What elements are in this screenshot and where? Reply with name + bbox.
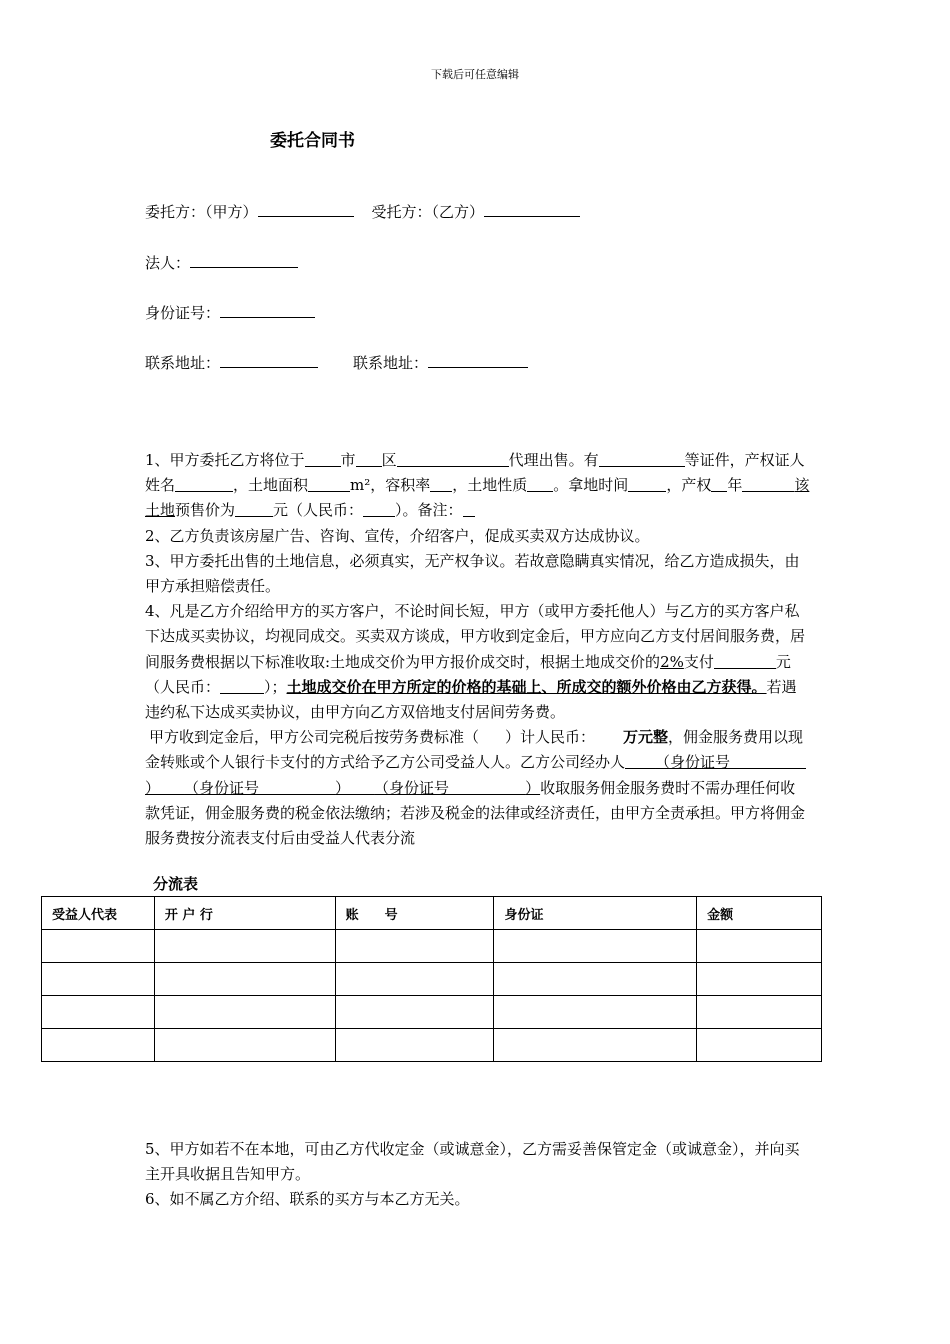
principal-blank[interactable] [258, 202, 354, 217]
address-blank-1[interactable] [220, 353, 318, 368]
split-table [41, 896, 822, 1062]
header-note: 下载后可任意编辑 [431, 68, 519, 81]
clauses-5-6 [145, 1137, 810, 1213]
table-cell[interactable] [697, 963, 822, 996]
address-blank-2[interactable] [428, 353, 528, 368]
clause-1: 1、甲方委托乙方将位于 市 区 代理出售。有 等证件，产权证人姓名 ，土地面积 m²，容积率 ，土地性质 。拿地时间 ，产权 年 该土地预售价为 元（人民币： ）。备注： [145, 451, 810, 520]
table-row [42, 930, 822, 963]
clause-2: 2、乙方负责该房屋广告、咨询、宣传，介绍客户，促成买卖双方达成协议。 [145, 526, 650, 545]
table-caption: 分流表 [153, 875, 199, 893]
clause-6: 6、如不属乙方介绍、联系的买方与本乙方无关。 [145, 1190, 470, 1209]
payment-paragraph: 甲方收到定金后，甲方公司完税后按劳务费标准（ ）计人民币： 万元整，佣金服务费用以现金转账或个人银行卡支付的方式给予乙方公司受益人人。乙方公司经办人 （身份证号） （身份证号 ） （身份证号 ）收取服务佣金服务费时不需办理任何收款凭证，佣金服务费的税金依法缴纳；若涉及税金的法律或经济责任，由甲方全责承担。甲方将佣金服务费按分流表支付后由受益人代表分流 [145, 728, 806, 848]
table-cell[interactable] [42, 996, 155, 1029]
principal-label: 委托方：（甲方） [145, 203, 258, 221]
table-cell[interactable] [335, 1029, 494, 1062]
document-title: 委托合同书 [270, 131, 355, 151]
id-label: 身份证号： [145, 304, 221, 322]
table-row [42, 963, 822, 996]
table-cell[interactable] [154, 1029, 335, 1062]
table-row [42, 996, 822, 1029]
party-line [145, 201, 580, 222]
table-cell[interactable] [494, 930, 697, 963]
table-cell[interactable] [697, 996, 822, 1029]
header-id: 身份证 [494, 897, 697, 930]
table-row [42, 1029, 822, 1062]
table-cell[interactable] [335, 930, 494, 963]
address-label-1: 联系地址： [145, 354, 221, 372]
id-blank[interactable] [220, 303, 315, 318]
header-beneficiary: 受益人代表 [42, 897, 155, 930]
header-amount: 金额 [697, 897, 822, 930]
clauses-1-4 [145, 448, 810, 851]
table-cell[interactable] [697, 1029, 822, 1062]
clause-4: 4、凡是乙方介绍给甲方的买方客户，不论时间长短，甲方（或甲方委托他人）与乙方的买方客户私下达成买卖协议，均视同成交。买卖双方谈成，甲方收到定金后，甲方应向乙方支付居间服务费，居间服务费根据以下标准收取:土地成交价为甲方报价成交时，根据土地成交价的2%支付 元（人民币： ）；土地成交价在甲方所定的价格的基础上、所成交的额外价格由乙方获得。若遇违约私下达成买卖协议，由甲方向乙方双倍地支付居间劳务费。 [145, 602, 806, 722]
agent-label: 受托方：（乙方） [371, 203, 485, 221]
table-cell[interactable] [154, 930, 335, 963]
legal-person-line [145, 252, 298, 273]
table-cell[interactable] [42, 1029, 155, 1062]
clause-3: 3、甲方委托出售的土地信息，必须真实，无产权争议。若故意隐瞒真实情况，给乙方造成损失，由甲方承担赔偿责任。 [145, 551, 800, 596]
table-cell[interactable] [42, 930, 155, 963]
id-line [145, 302, 315, 323]
table-header-row [42, 897, 822, 930]
address-line [145, 352, 528, 373]
table-cell[interactable] [697, 930, 822, 963]
table-cell[interactable] [154, 996, 335, 1029]
clause-5: 5、甲方如若不在本地，可由乙方代收定金（或诚意金），乙方需妥善保管定金（或诚意金），并向买主开具收据且告知甲方。 [145, 1140, 800, 1184]
legal-person-blank[interactable] [190, 253, 298, 268]
table-cell[interactable] [494, 963, 697, 996]
table-cell[interactable] [494, 1029, 697, 1062]
legal-person-label: 法人： [145, 254, 191, 272]
table-cell[interactable] [335, 996, 494, 1029]
table-cell[interactable] [42, 963, 155, 996]
table-cell[interactable] [494, 996, 697, 1029]
table-cell[interactable] [154, 963, 335, 996]
header-bank: 开 户 行 [154, 897, 335, 930]
agent-blank[interactable] [484, 202, 580, 217]
table-cell[interactable] [335, 963, 494, 996]
header-account: 账 号 [335, 897, 494, 930]
address-label-2: 联系地址： [353, 354, 429, 372]
